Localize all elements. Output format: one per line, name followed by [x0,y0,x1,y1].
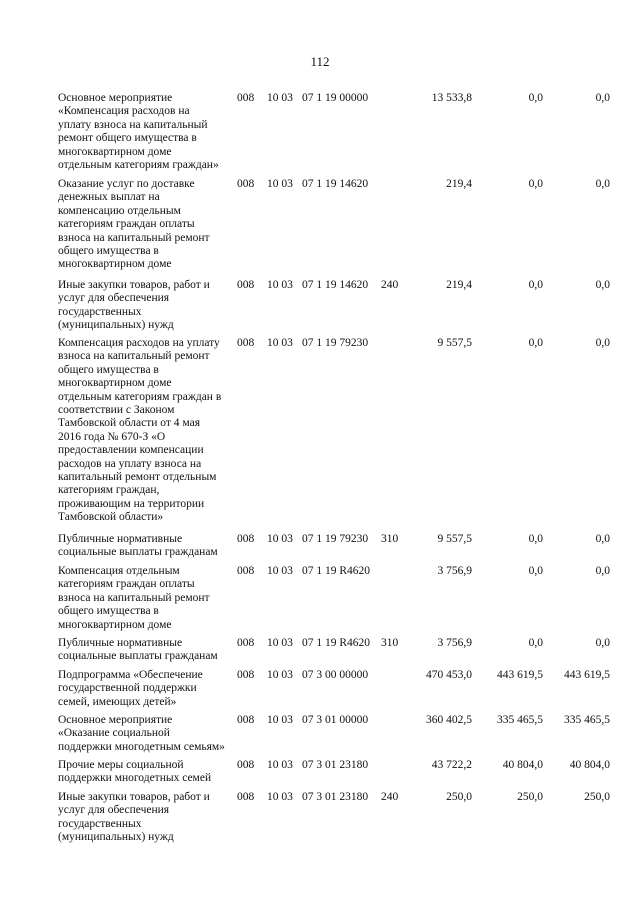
amount-year-3: 250,0 [584,791,610,803]
amount-year-1: 13 533,8 [431,92,472,104]
amount-year-1: 9 557,5 [437,533,472,545]
target-article: 07 1 19 79230 [302,337,369,349]
ved-code: 008 [237,669,255,681]
section-code: 10 03 [267,337,293,349]
ved-code: 008 [237,337,255,349]
amount-year-3: 0,0 [595,279,610,291]
row-name: Компенсация расходов на уплату взноса на капитальный ремонт общего имущества в многоквартирном доме отдельным категориям граждан в соответствии с Законом Тамбовской области от 4 мая 2016 года № 670-З «О предоставлении компенсации расходов на уплату взноса на капитальный ремонт отдельным категориям граждан, проживающим на территории Тамбовской области» [58,337,222,524]
target-article: 07 3 01 00000 [302,714,369,726]
ved-code: 008 [237,178,255,190]
expense-type: 310 [381,533,399,545]
row-name: Оказание услуг по доставке денежных выплат на компенсацию отдельным категориям граждан оплаты взноса на капитальный ремонт общего имущества в многоквартирном доме [58,178,210,271]
amount-year-1: 219,4 [446,178,472,190]
row-name: Основное мероприятие «Компенсация расходов на уплату взноса на капитальный ремонт общего имущества в многоквартирном доме отдельным категориям граждан» [58,92,219,172]
amount-year-1: 3 756,9 [437,565,472,577]
section-code: 10 03 [267,92,293,104]
ved-code: 008 [237,279,255,291]
row-name: Публичные нормативные социальные выплаты гражданам [58,533,218,559]
amount-year-2: 0,0 [528,92,543,104]
row-name: Основное мероприятие «Оказание социальной поддержки многодетным семьям» [58,714,225,753]
target-article: 07 1 19 79230 [302,533,369,545]
amount-year-1: 9 557,5 [437,337,472,349]
row-name: Публичные нормативные социальные выплаты гражданам [58,637,218,663]
target-article: 07 3 01 23180 [302,791,369,803]
amount-year-2: 0,0 [528,279,543,291]
target-article: 07 3 00 00000 [302,669,369,681]
section-code: 10 03 [267,533,293,545]
ved-code: 008 [237,714,255,726]
target-article: 07 1 19 14620 [302,178,369,190]
amount-year-1: 360 402,5 [426,714,472,726]
amount-year-2: 0,0 [528,337,543,349]
section-code: 10 03 [267,714,293,726]
amount-year-3: 0,0 [595,337,610,349]
expense-type: 240 [381,279,399,291]
section-code: 10 03 [267,759,293,771]
ved-code: 008 [237,637,255,649]
expense-type: 310 [381,637,399,649]
row-name: Подпрограмма «Обеспечение государственной поддержки семей, имеющих детей» [58,669,203,708]
amount-year-2: 0,0 [528,637,543,649]
ved-code: 008 [237,92,255,104]
section-code: 10 03 [267,637,293,649]
amount-year-2: 0,0 [528,533,543,545]
ved-code: 008 [237,759,255,771]
amount-year-1: 219,4 [446,279,472,291]
amount-year-3: 0,0 [595,637,610,649]
ved-code: 008 [237,791,255,803]
amount-year-2: 250,0 [517,791,543,803]
amount-year-1: 43 722,2 [431,759,472,771]
target-article: 07 3 01 23180 [302,759,369,771]
target-article: 07 1 19 R4620 [302,565,371,577]
ved-code: 008 [237,533,255,545]
amount-year-1: 250,0 [446,791,472,803]
target-article: 07 1 19 R4620 [302,637,371,649]
row-name: Прочие меры социальной поддержки многодетных семей [58,759,212,785]
target-article: 07 1 19 14620 [302,279,369,291]
page-number: 112 [310,54,330,69]
amount-year-1: 470 453,0 [426,669,472,681]
amount-year-1: 3 756,9 [437,637,472,649]
amount-year-3: 335 465,5 [564,714,610,726]
amount-year-2: 0,0 [528,565,543,577]
target-article: 07 1 19 00000 [302,92,369,104]
amount-year-3: 0,0 [595,178,610,190]
section-code: 10 03 [267,279,293,291]
section-code: 10 03 [267,791,293,803]
section-code: 10 03 [267,565,293,577]
section-code: 10 03 [267,669,293,681]
amount-year-2: 0,0 [528,178,543,190]
row-name: Иные закупки товаров, работ и услуг для обеспечения государственных (муниципальных) нужд [58,279,210,332]
section-code: 10 03 [267,178,293,190]
amount-year-3: 40 804,0 [569,759,610,771]
amount-year-3: 443 619,5 [564,669,610,681]
expense-type: 240 [381,791,399,803]
amount-year-2: 335 465,5 [497,714,543,726]
amount-year-3: 0,0 [595,533,610,545]
amount-year-3: 0,0 [595,92,610,104]
amount-year-2: 443 619,5 [497,669,543,681]
amount-year-3: 0,0 [595,565,610,577]
ved-code: 008 [237,565,255,577]
row-name: Компенсация отдельным категориям граждан оплаты взноса на капитальный ремонт общего имущества в многоквартирном доме [58,565,210,631]
amount-year-2: 40 804,0 [502,759,543,771]
row-name: Иные закупки товаров, работ и услуг для обеспечения государственных (муниципальных) нужд [58,791,210,844]
